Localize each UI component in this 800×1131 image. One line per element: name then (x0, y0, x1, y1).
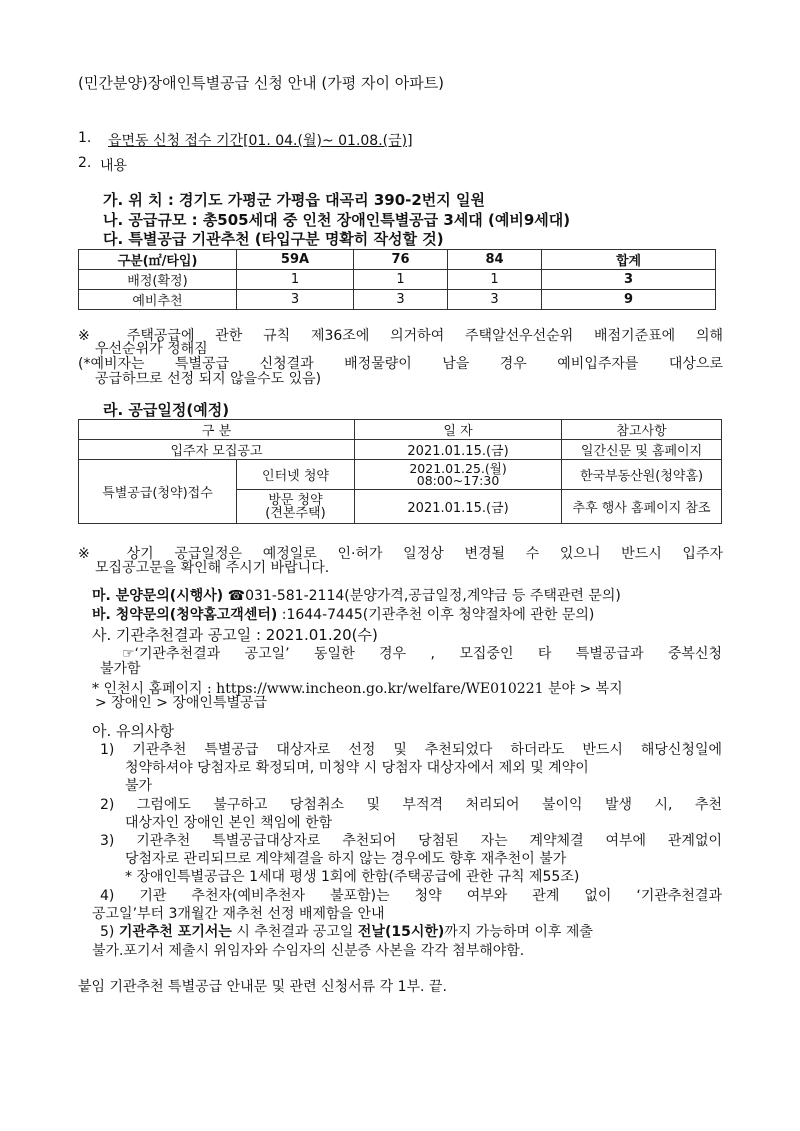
section-2-title: 내용 (100, 158, 128, 174)
item-a-precautions: 아. 유의사항 (92, 722, 174, 740)
precaution-5-line1 (100, 921, 593, 941)
table-cell: 배정(확정) (79, 270, 237, 290)
precaution-4-line1: 4) 기관 추천자(예비추천자 불포함)는 청약 여부와 관계 없이 ‘기관추천결과 (100, 888, 722, 904)
table-cell: 9 (542, 290, 716, 310)
table-cell: 1 (448, 270, 542, 290)
table-row (79, 440, 722, 460)
section-2-number: 2. (78, 155, 92, 171)
item-na-supply-scale: 나. 공급규모 : 총505세대 중 인천 장애인특별공급 3세대 (예비9세대) (103, 211, 571, 229)
announcement-note-line2: 불가함 (100, 661, 141, 677)
table-cell: 예비추천 (79, 290, 237, 310)
supply-table-header: 76 (354, 250, 448, 270)
schedule-header: 참고사항 (562, 420, 722, 440)
table-cell: 1 (237, 270, 354, 290)
table-cell: 입주자 모집공고 (79, 440, 355, 460)
item-sa-announcement-date: 사. 기관추천결과 공고일 : 2021.01.20(수) (92, 626, 378, 644)
table-row (79, 290, 716, 310)
precaution-2-line2: 대상자인 장애인 본인 책임에 한함 (125, 815, 333, 831)
visit-application-label: 방문 청약 (268, 492, 323, 508)
section-1-number: 1. (78, 130, 92, 146)
table-cell: 한국부동산원(청약홈) (562, 460, 722, 490)
precaution-2-line1: 2) 그럼에도 불구하고 당첨취소 및 부적격 처리되어 불이익 발생 시, 추천 (100, 797, 722, 813)
incheon-homepage-line1: * 인천시 홈페이지 : https://www.incheon.go.kr/welfare/WE010221 분야 > 복지 (92, 681, 623, 697)
incheon-homepage-line2: > 장애인 > 장애인특별공급 (95, 695, 268, 711)
internet-application-time: 08:00~17:30 (416, 472, 500, 488)
precaution-1-line3: 불가 (125, 778, 153, 794)
precaution-5-waiver: 기관추천 포기서는 (118, 924, 232, 940)
table-cell: 일간신문 및 홈페이지 (562, 440, 722, 460)
supply-table (78, 249, 716, 310)
schedule-header: 일 자 (355, 420, 562, 440)
table-cell (237, 490, 355, 524)
table-cell: 1 (354, 270, 448, 290)
supply-table-header: 84 (448, 250, 542, 270)
item-ma-sales-inquiry (92, 585, 621, 605)
item-ba-application-inquiry (92, 604, 594, 624)
precaution-1-line1: 1) 기관추천 특별공급 대상자로 선정 및 추천되었다 하더라도 반드시 해당신청일에 (100, 742, 722, 758)
schedule-header: 구 분 (79, 420, 355, 440)
precaution-5-text1: 시 추천결과 공고일 (231, 924, 358, 940)
table-cell: 특별공급(청약)접수 (79, 460, 237, 524)
table-row (79, 270, 716, 290)
table-cell: 3 (448, 290, 542, 310)
table-cell: 3 (542, 270, 716, 290)
supply-table-header: 구분(㎡/타입) (79, 250, 237, 270)
application-inquiry-text: :1644-7445(기관추천 이후 청약절차에 관한 문의) (277, 607, 595, 623)
note-priority-line2: 우선순위가 정해짐 (95, 341, 208, 357)
application-inquiry-label: 바. 청약문의(청약홈고객센터) (92, 607, 278, 623)
precaution-5-text2: 까지 가능하며 이후 제출 (444, 924, 593, 940)
table-cell: 3 (354, 290, 448, 310)
supply-table-header: 59A (237, 250, 354, 270)
precaution-4-line2: 공고일’부터 3개월간 재추천 선정 배제함을 안내 (92, 906, 385, 922)
attachment-note: 붙임 기관추천 특별공급 안내문 및 관련 신청서류 각 1부. 끝. (78, 979, 447, 995)
phone-icon: ☎ (227, 588, 246, 604)
note-schedule-change-line1: ※ 상기 공급일정은 예정일로 인·허가 일정상 변경될 수 있으니 반드시 입주자 (78, 546, 723, 562)
item-ga-location: 가. 위 치 : 경기도 가평군 가평읍 대곡리 390-2번지 일원 (103, 191, 485, 209)
table-row (79, 460, 722, 490)
precaution-5-number: 5) (100, 924, 119, 940)
note-schedule-change-line2: 모집공고문을 확인해 주시기 바랍니다. (95, 560, 330, 576)
note-reserve-line1: (*예비자는 특별공급 신청결과 배정물량이 남을 경우 예비입주자를 대상으로 (78, 356, 723, 372)
table-cell (355, 460, 562, 490)
internet-application-date: 2021.01.25.(월) (409, 460, 507, 476)
announcement-note-line1: ☞‘기관추천결과 공고일’ 동일한 경우 , 모집중인 타 특별공급과 중복신청 (122, 646, 722, 662)
precaution-3-line1: 3) 기관추천 특별공급대상자로 추천되어 당첨된 자는 계약체결 여부에 관계없이 (100, 833, 722, 849)
precaution-5-line2: 불가.포기서 제출시 위임자와 수임자의 신분증 사본을 각각 첨부해야함. (92, 943, 525, 959)
precaution-1-line2: 청약하셔야 당첨자로 확정되며, 미청약 시 당첨자 대상자에서 제외 및 계약이 (125, 760, 589, 776)
schedule-table (78, 419, 722, 524)
note-priority-line1: ※ 주택공급에 관한 규칙 제36조에 의거하여 주택알선우선순위 배점기준표에 의해 (78, 328, 723, 344)
item-ra-schedule: 라. 공급일정(예정) (103, 401, 230, 419)
table-cell: 2021.01.15.(금) (355, 490, 562, 524)
visit-application-place: (견본주택) (265, 505, 326, 521)
table-cell: 3 (237, 290, 354, 310)
page-title: (민간분양)장애인특별공급 신청 안내 (가평 자이 아파트) (78, 74, 445, 92)
item-da-institution-recommendation: 다. 특별공급 기관추천 (타입구분 명확히 작성할 것) (103, 230, 444, 248)
note-reserve-line2: 공급하므로 선정 되지 않을수도 있음) (95, 371, 322, 387)
sales-inquiry-text: 031-581-2114(분양가격,공급일정,계약금 등 주택관련 문의) (245, 588, 621, 604)
precaution-3-line3: * 장애인특별공급은 1세대 평생 1회에 한함(주택공급에 관한 규칙 제55조) (125, 869, 580, 885)
sales-inquiry-label: 마. 분양문의(시행사) (92, 588, 224, 604)
table-cell: 2021.01.15.(금) (355, 440, 562, 460)
supply-table-header: 합계 (542, 250, 716, 270)
precaution-3-line2: 당첨자로 관리되므로 계약체결을 하지 않는 경우에도 향후 재추천이 불가 (125, 851, 567, 867)
table-cell: 추후 행사 홈페이지 참조 (562, 490, 722, 524)
table-cell: 인터넷 청약 (237, 460, 355, 490)
precaution-5-deadline: 전날(15시한) (357, 924, 445, 940)
section-1-application-period: 읍면동 신청 접수 기간[01. 04.(월)~ 01.08.(금)] (108, 133, 413, 149)
